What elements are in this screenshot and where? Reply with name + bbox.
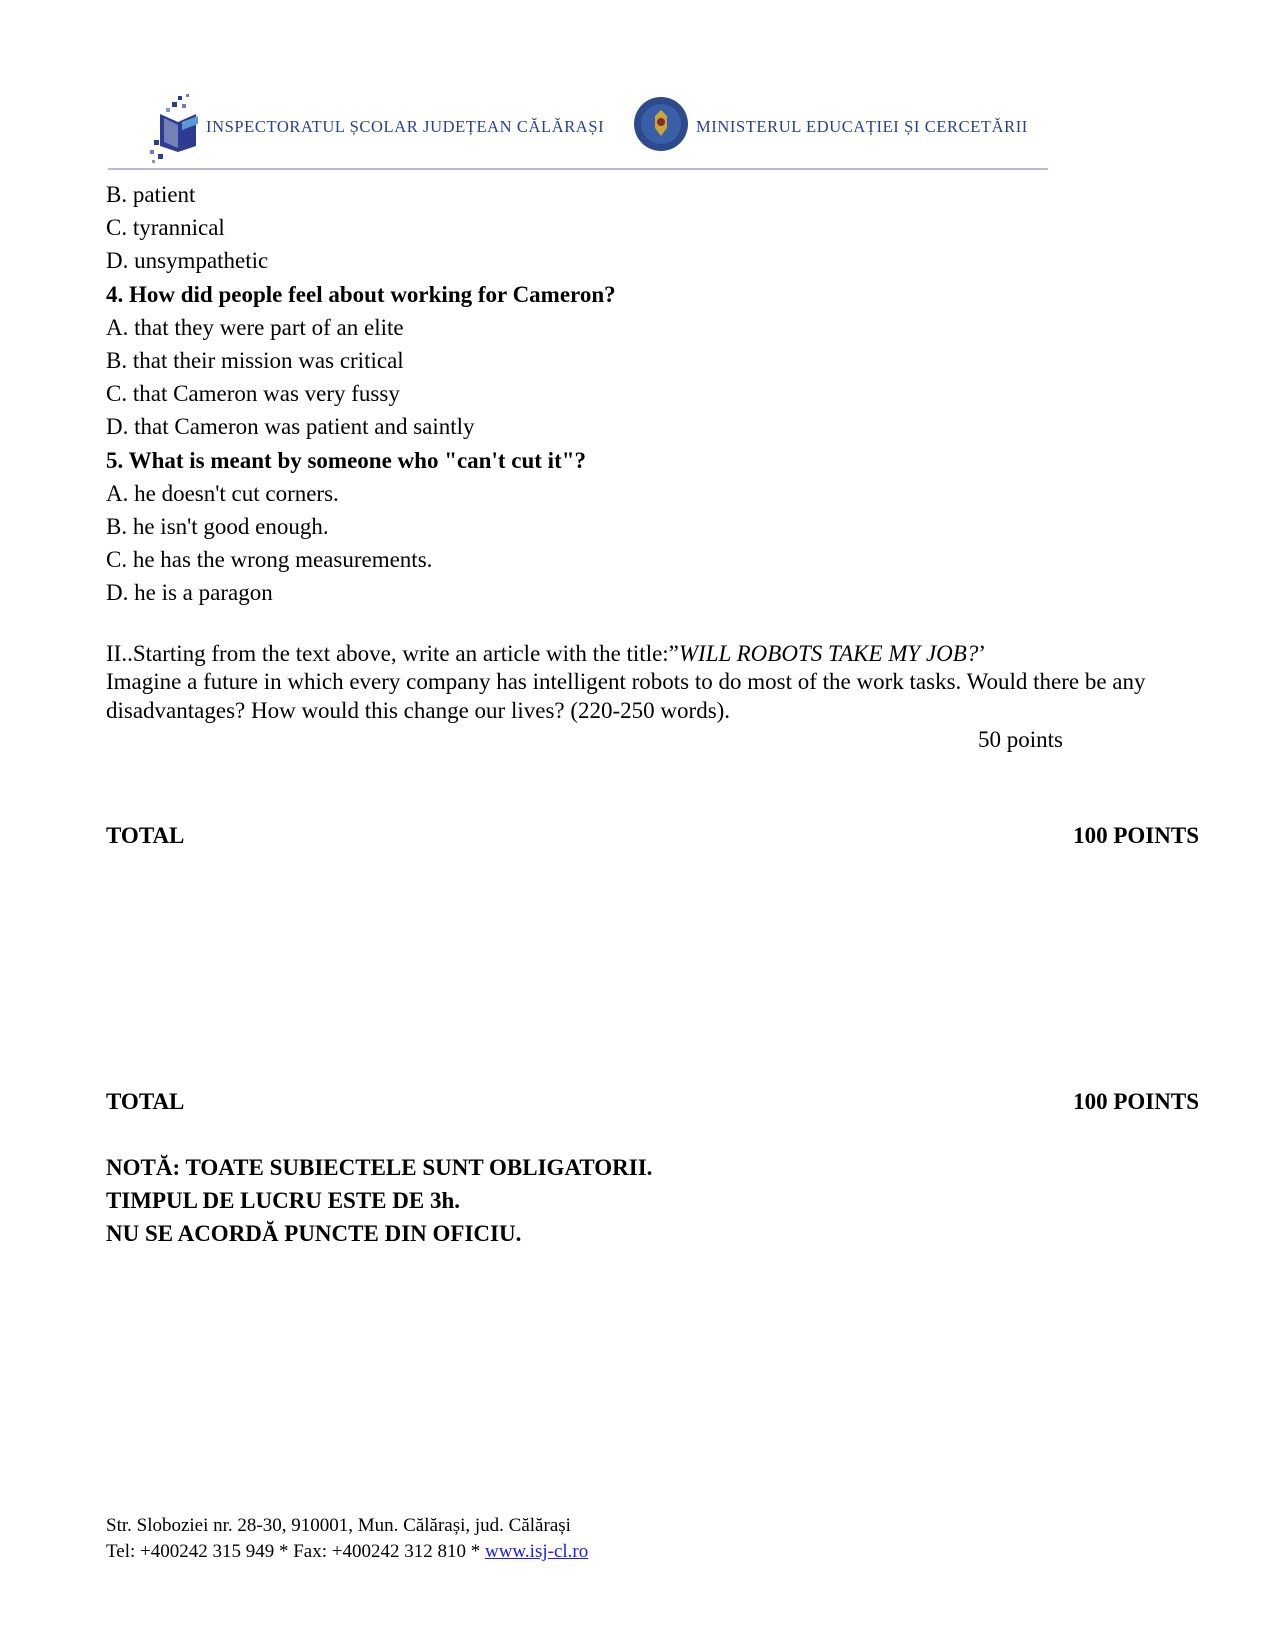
exam-content [106, 178, 1196, 725]
q5-question: 5. What is meant by someone who "can't cut it"? [106, 447, 587, 473]
note-line: NOTĂ: TOATE SUBIECTELE SUNT OBLIGATORII. [106, 1155, 653, 1180]
footer [106, 1513, 588, 1565]
isj-logo-icon [148, 92, 208, 169]
note-line: NU SE ACORDĂ PUNCTE DIN OFICIU. [106, 1221, 522, 1246]
exam-notes [106, 1151, 652, 1250]
footer-contact: Tel: +400242 315 949 * Fax: +400242 312 810 * [106, 1541, 485, 1562]
q4-option-a: A. that they were part of an elite [106, 314, 404, 340]
article-title: WILL ROBOTS TAKE MY JOB? [678, 640, 979, 666]
q5-option-d: D. he is a paragon [106, 580, 273, 606]
q4-option-b: B. that their mission was critical [106, 348, 404, 374]
section2-close-quote: ’ [978, 640, 987, 666]
isj-logo-text: INSPECTORATUL ȘCOLAR JUDEȚEAN CĂLĂRAȘI [206, 117, 605, 136]
header-divider [108, 168, 1048, 170]
website-link[interactable]: www.isj-cl.ro [484, 1541, 589, 1562]
q5-option-b: B. he isn't good enough. [106, 514, 329, 540]
q4-option-c: C. that Cameron was very fussy [106, 381, 400, 407]
section2-intro: II..Starting from the text above, write an article with the title:” [106, 640, 679, 666]
q3-option-c: C. tyrannical [106, 215, 225, 241]
q3-option-d: D. unsympathetic [106, 248, 269, 274]
q4-question: 4. How did people feel about working for Cameron? [106, 281, 616, 307]
footer-contact-line [106, 1539, 588, 1565]
note-line: TIMPUL DE LUCRU ESTE DE 3h. [106, 1188, 461, 1213]
q3-option-b: B. patient [106, 182, 196, 207]
q5-option-c: C. he has the wrong measurements. [106, 547, 433, 573]
section2-body: Imagine a future in which every company has intelligent robots to do most of the work tasks. Would there be any disadvantages? How would this change our lives? (220-250 words). [106, 669, 1146, 723]
total-value: 100 POINTS [1073, 1089, 1199, 1114]
ministry-seal-icon [633, 96, 689, 157]
q4-option-d: D. that Cameron was patient and saintly [106, 414, 475, 440]
total-value: 100 POINTS [1073, 823, 1199, 848]
q5-option-a: A. he doesn't cut corners. [106, 480, 339, 506]
total-label: TOTAL [106, 1089, 185, 1114]
ministry-logo-text: MINISTERUL EDUCAȚIEI ȘI CERCETĂRII [696, 117, 1028, 136]
section2-prompt [106, 640, 1196, 669]
letterhead [108, 84, 1048, 170]
section2-points: 50 points [978, 727, 1063, 752]
total-label: TOTAL [106, 823, 185, 848]
footer-address: Str. Sloboziei nr. 28-30, 910001, Mun. Călărași, jud. Călărași [106, 1515, 571, 1536]
